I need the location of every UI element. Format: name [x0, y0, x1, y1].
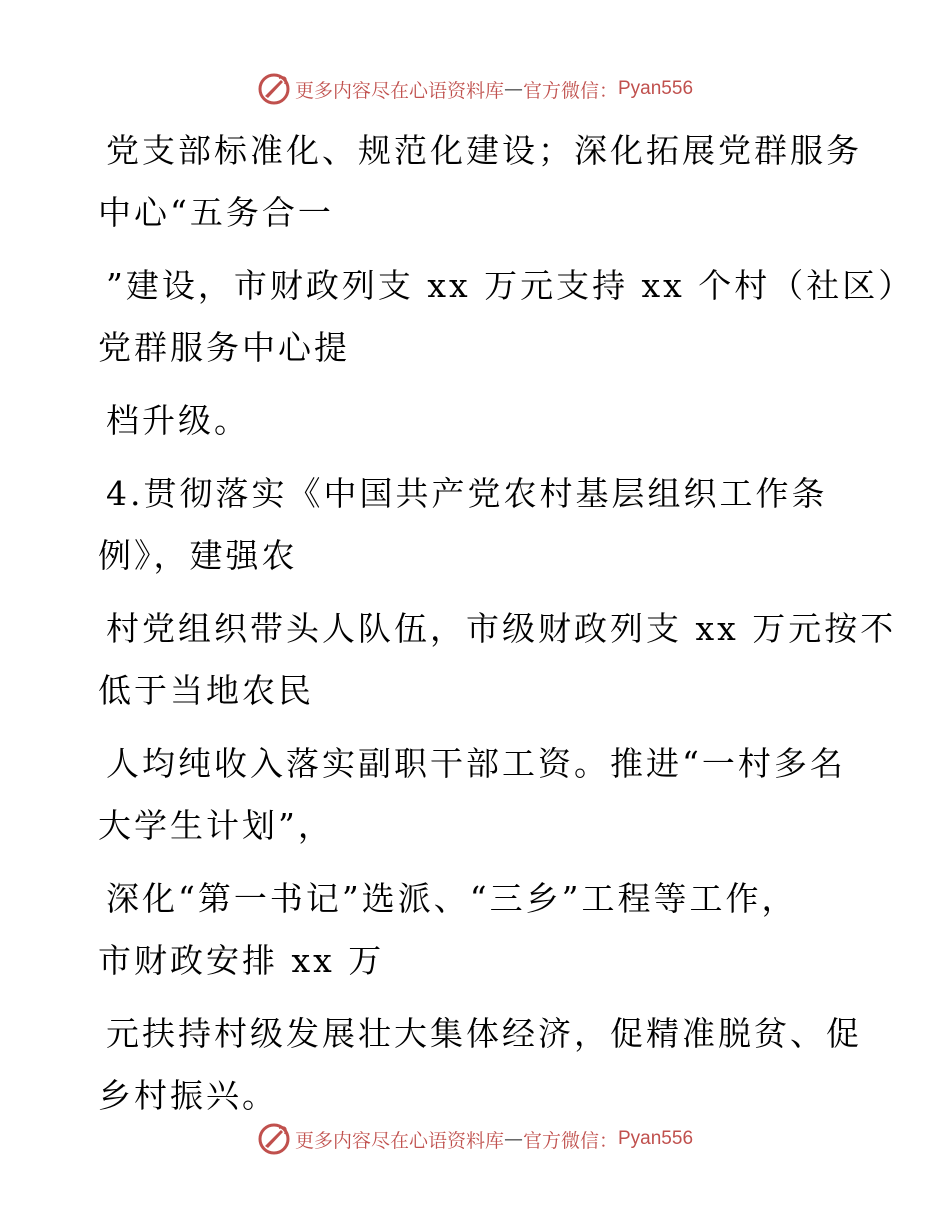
header-watermark	[0, 72, 950, 106]
paragraph	[98, 120, 862, 244]
text-line: 乡村振兴。	[98, 1076, 278, 1115]
watermark-site: 更多内容尽在心语资料库	[294, 1129, 504, 1152]
watermark-dash: —	[503, 1128, 523, 1150]
watermark-label: 官方微信：	[522, 79, 618, 102]
text-line: 党群服务中心提	[98, 328, 350, 367]
text-line: 例》，建强农	[98, 536, 298, 575]
footer-watermark	[0, 1122, 950, 1156]
text-line: 中心“五务合一	[98, 193, 334, 232]
document-body	[98, 120, 915, 1138]
watermark-account: Pyan556	[618, 78, 694, 99]
quill-seal-icon	[257, 72, 291, 106]
paragraph	[98, 463, 858, 587]
watermark-dash: —	[503, 78, 523, 100]
paragraph	[98, 868, 858, 992]
text-line: 低于当地农民	[98, 671, 314, 710]
text-line: 村党组织带头人队伍，市级财政列支 xx 万元按不	[106, 609, 897, 648]
text-line: 人均纯收入落实副职干部工资。推进“一村多名	[106, 744, 846, 783]
watermark-account: Pyan556	[618, 1128, 694, 1149]
paragraph	[98, 255, 915, 379]
paragraph	[98, 1003, 862, 1127]
text-line: 党支部标准化、规范化建设；深化拓展党群服务	[106, 131, 862, 170]
text-line: 元扶持村级发展壮大集体经济，促精准脱贫、促	[106, 1014, 862, 1053]
text-line: 深化“第一书记”选派、“三乡”工程等工作，	[106, 879, 798, 918]
quill-seal-icon	[257, 1122, 291, 1156]
watermark-site: 更多内容尽在心语资料库	[294, 79, 504, 102]
text-line: ”建设，市财政列支 xx 万元支持 xx 个村（社区）	[106, 266, 915, 305]
text-line: 大学生计划”，	[98, 806, 334, 845]
watermark-label: 官方微信：	[522, 1129, 618, 1152]
text-line: 4.贯彻落实《中国共产党农村基层组织工作条	[106, 474, 828, 513]
paragraph	[98, 733, 858, 857]
text-line: 档升级。	[106, 401, 250, 440]
paragraph	[98, 390, 858, 452]
text-line: 市财政安排 xx 万	[98, 941, 385, 980]
paragraph	[98, 598, 897, 722]
